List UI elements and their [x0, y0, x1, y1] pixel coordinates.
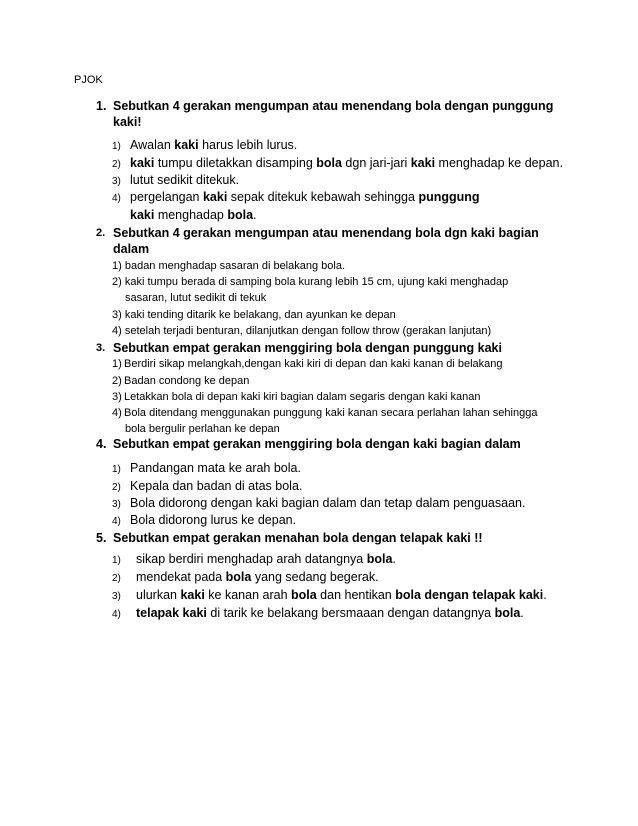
answer-number: 3) — [112, 591, 121, 602]
answer-2-4 — [112, 323, 582, 339]
answer-1-1 — [112, 137, 582, 155]
answer-continuation — [112, 207, 582, 223]
answer-text: menghadap — [154, 208, 228, 222]
answer-text: Kepala dan badan di atas bola. — [130, 479, 303, 493]
answer-number: 2) — [112, 375, 122, 387]
answer-number: 1) — [112, 555, 121, 566]
answer-text: harus lebih lurus. — [198, 138, 298, 152]
question-5 — [96, 530, 566, 546]
answer-4-2 — [112, 478, 582, 496]
answer-5-2 — [112, 569, 582, 587]
answer-text: ulurkan — [136, 588, 181, 602]
answer-text: dan hentikan — [316, 588, 396, 602]
question-4 — [96, 436, 566, 452]
answer-number: 2) — [112, 159, 121, 170]
answer-3-3 — [112, 389, 582, 405]
answer-2-3 — [112, 307, 582, 323]
question-2 — [96, 225, 566, 257]
answer-text: di tarik ke belakang bersmaaan dengan datangnya — [206, 606, 495, 620]
answer-continuation: sasaran, lutut sedikit di tekuk — [125, 292, 267, 304]
answer-bold: bola dengan telapak kaki — [395, 588, 544, 602]
answer-bold: kaki — [130, 156, 155, 170]
answer-text: mendekat pada — [136, 570, 226, 584]
question-text: Sebutkan empat gerakan menahan bola dengan telapak kaki !! — [113, 531, 483, 545]
answer-2-1 — [112, 258, 582, 274]
question-3 — [96, 340, 566, 356]
question-number: 5. — [96, 531, 107, 545]
answer-text: sikap berdiri menghadap arah datangnya — [136, 552, 367, 566]
answer-text: Bola ditendang menggunakan punggung kaki kanan secara perlahan lahan sehingga — [124, 407, 538, 419]
answer-text: . — [392, 552, 396, 566]
answer-number: 4) — [112, 609, 121, 620]
answer-5-1 — [112, 551, 582, 569]
answer-bold: kaki — [410, 156, 436, 170]
answer-bold: bola — [316, 156, 342, 170]
answer-bold: bola — [227, 208, 254, 222]
answer-text: Bola didorong lurus ke depan. — [130, 513, 297, 527]
answer-text: 3) kaki tending ditarik ke belakang, dan ayunkan ke depan — [112, 309, 396, 321]
answer-number: 2) — [112, 482, 121, 493]
answer-4-1 — [112, 460, 582, 478]
answer-text: ke kanan arah — [204, 588, 291, 602]
answer-1-3 — [112, 172, 582, 190]
answer-1-2 — [112, 155, 582, 173]
question-text: Sebutkan empat gerakan menggiring bola dengan punggung kaki — [113, 341, 502, 355]
answer-text: 2) kaki tumpu berada di samping bola kurang lebih 15 cm, ujung kaki menghadap — [112, 276, 509, 288]
answer-text: sepak ditekuk kebawah sehingga — [227, 190, 419, 204]
answer-4-4 — [112, 512, 582, 530]
answer-bold: bola — [291, 588, 317, 602]
answer-text: Letakkan bola di depan kaki kiri bagian dalam segaris dengan kaki kanan — [124, 391, 481, 403]
answer-text: Berdiri sikap melangkah,dengan kaki kiri di depan dan kaki kanan di belakang — [124, 358, 503, 370]
answer-3-1 — [112, 356, 582, 372]
answer-continuation: bola bergulir perlahan ke depan — [125, 423, 280, 435]
answer-number: 3) — [112, 176, 121, 187]
answer-text: Pandangan mata ke arah bola. — [130, 461, 301, 475]
question-number: 4. — [96, 437, 107, 451]
answer-number: 4) — [112, 516, 121, 527]
answer-text: . — [253, 208, 257, 222]
answer-number: 2) — [112, 573, 121, 584]
answer-5-3 — [112, 587, 582, 605]
answer-text: pergelangan — [130, 190, 203, 204]
question-number: 2. — [96, 227, 106, 239]
answer-text: tumpu diletakkan disamping — [154, 156, 317, 170]
answer-bold: kaki — [130, 208, 155, 222]
answer-text: Awalan — [130, 138, 175, 152]
answer-text: 4) setelah terjadi benturan, dilanjutkan dengan follow throw (gerakan lanjutan) — [112, 325, 492, 337]
answer-3-4 — [112, 405, 582, 437]
answer-number: 1) — [112, 141, 121, 152]
question-text: Sebutkan 4 gerakan mengumpan atau menendang bola dgn kaki bagian dalam — [113, 226, 539, 256]
answer-bold: kaki — [202, 190, 228, 204]
answer-number: 3) — [112, 499, 121, 510]
question-text: Sebutkan empat gerakan menggiring bola dengan kaki bagian dalam — [113, 437, 521, 451]
question-1 — [96, 98, 566, 130]
answer-number: 4) — [112, 193, 121, 204]
answer-bold: kaki — [180, 588, 205, 602]
answer-text: menghadap ke depan. — [435, 156, 563, 170]
answer-text: lutut sedikit ditekuk. — [130, 173, 240, 187]
answer-bold: kaki — [174, 138, 199, 152]
answer-3-2 — [112, 373, 582, 389]
answer-bold: bola — [366, 552, 393, 566]
answer-4-3 — [112, 495, 582, 513]
answer-1-4 — [112, 189, 582, 223]
answer-text: dgn jari-jari — [341, 156, 411, 170]
answer-number: 3) — [112, 391, 122, 403]
answer-bold: bola — [494, 606, 521, 620]
answer-text: Badan condong ke depan — [124, 375, 250, 387]
answer-text: 1) badan menghadap sasaran di belakang bola. — [112, 260, 346, 272]
answer-bold: telapak kaki — [136, 606, 207, 620]
question-number: 3. — [96, 342, 106, 354]
question-text: Sebutkan 4 gerakan mengumpan atau menendang bola dengan punggung kaki! — [113, 99, 554, 129]
answer-2-2 — [112, 274, 582, 306]
page-header: PJOK — [74, 74, 103, 86]
answer-text: . — [543, 588, 547, 602]
answer-text: Bola didorong dengan kaki bagian dalam dan tetap dalam penguasaan. — [130, 496, 526, 510]
answer-bold: punggung — [418, 190, 480, 204]
answer-bold: bola — [225, 570, 252, 584]
answer-number: 1) — [112, 358, 122, 370]
answer-number: 1) — [112, 464, 121, 475]
answer-5-4 — [112, 605, 582, 623]
question-number: 1. — [96, 99, 107, 113]
answer-number: 4) — [112, 407, 122, 419]
answer-text: yang sedang begerak. — [251, 570, 379, 584]
answer-text: . — [520, 606, 524, 620]
